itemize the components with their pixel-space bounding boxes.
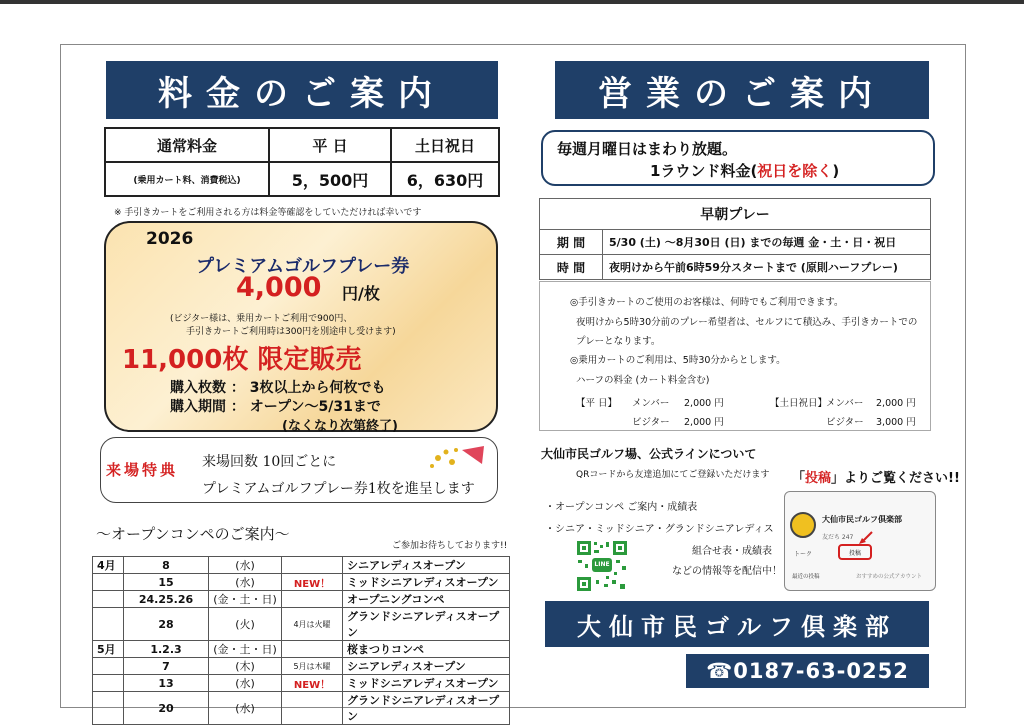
weekday-fee-label: 【平 日】 (576, 398, 618, 409)
compe-day: (水) (209, 675, 282, 692)
compe-row (93, 641, 510, 658)
compe-schedule (92, 556, 510, 725)
line-item-2: ・シニア・ミッドシニア・グランドシニアレディス (545, 524, 774, 535)
shot-friends: 友だち 247 (822, 534, 854, 541)
compe-day: (火) (209, 608, 282, 641)
line-sub: QRコードから友達追加にてご登録いただけます (576, 470, 770, 480)
info-line-4: ◎乗用カートのご利用は、5時30分からとします。 (570, 355, 786, 366)
info-line-2: 夜明けから5時30分前のプレー希望者は、セルフにて積込み、手引きカートでの (576, 317, 918, 328)
shot-account-name: 大仙市民ゴルフ倶楽部 (822, 515, 902, 524)
weekday-price: 5，500円 (269, 162, 391, 196)
weekend-price: 6，630円 (391, 162, 499, 196)
weekend-fee-label: 【土日祝日】 (770, 398, 828, 409)
club-name: 大仙市民ゴルフ倶楽部 (577, 612, 897, 641)
club-name-banner (545, 601, 929, 647)
compe-row (93, 591, 510, 608)
weekday-member-fee: 2,000 円 (684, 398, 724, 409)
compe-badge (282, 641, 343, 658)
compe-month (93, 658, 124, 675)
period-value: 5/30 (土) ～8月30日 (日) までの毎週 金・土・日・祝日 (603, 230, 931, 255)
compe-row (93, 574, 510, 591)
premium-year: 2026 (146, 229, 194, 249)
compe-name: シニアレディスオープン (343, 658, 510, 675)
post-guide-open: 「 (792, 471, 806, 486)
weekday-member-label: メンバー (632, 398, 670, 409)
confetti-icon (426, 444, 486, 474)
compe-date: 1.2.3 (124, 641, 209, 658)
compe-month (93, 675, 124, 692)
fees-header-text: 料金のご案内 (158, 73, 446, 114)
business-header (555, 61, 929, 119)
monday-line-1: 毎週月曜日はまわり放題。 (557, 140, 738, 158)
limited-sale: 11,000枚 限定販売 (122, 345, 362, 375)
compe-month: 5月 (93, 641, 124, 658)
price-table (104, 127, 500, 197)
buy-count: 購入枚数 ： 3枚以上から何枚でも (170, 380, 386, 396)
compe-name: グランドシニアレディスオープン (343, 608, 510, 641)
line-qr-code[interactable] (576, 540, 628, 592)
regular-fee-sub: (乗用カート料、消費税込) (105, 162, 269, 196)
premium-title: プレミアムゴルフプレー券 (196, 256, 410, 277)
fees-header (106, 61, 498, 119)
monday-line-2 (650, 160, 839, 181)
post-guide-rest: 」よりご覧ください!! (831, 471, 960, 486)
compe-name: ミッドシニアレディスオープン (343, 675, 510, 692)
compe-name: 桜まつりコンペ (343, 641, 510, 658)
visit-bonus-line-1: 来場回数 10回ごとに (202, 454, 337, 470)
compe-name: グランドシニアレディスオープン (343, 692, 510, 725)
compe-badge: NEW！ (282, 675, 343, 692)
shot-recent-posts: 最近の投稿 (792, 574, 820, 580)
compe-row (93, 692, 510, 725)
visit-bonus-line-2: プレミアムゴルフプレー券1枚を進呈します (202, 481, 475, 497)
compe-welcome: ご参加お待ちしております!! (392, 541, 508, 551)
phone-number: ☎0187-63-0252 (706, 659, 909, 683)
line-item-1: ・オープンコンペ ご案内・成績表 (545, 502, 698, 513)
compe-badge (282, 557, 343, 574)
period-label: 期 間 (540, 230, 603, 255)
compe-day: (木) (209, 658, 282, 675)
premium-price: 4,000 (236, 272, 322, 303)
weekend-visitor-fee: 3,000 円 (876, 417, 916, 428)
compe-badge: NEW！ (282, 574, 343, 591)
weekday-label: 平 日 (269, 128, 391, 162)
compe-month (93, 574, 124, 591)
weekday-visitor-fee: 2,000 円 (684, 417, 724, 428)
info-line-3: プレーとなります。 (576, 336, 661, 347)
fee-note: ※ 手引きカートをご利用される方は料金等確認をしていただければ幸いです (114, 208, 422, 218)
scan-top-edge (0, 0, 1024, 4)
compe-day: (金・土・日) (209, 641, 282, 658)
line-title: 大仙市民ゴルフ場、公式ラインについて (541, 447, 757, 461)
monday-holiday-note: 祝日を除く (757, 162, 833, 180)
post-guide (792, 467, 960, 486)
compe-row (93, 557, 510, 574)
compe-name: オープニングコンペ (343, 591, 510, 608)
compe-date: 8 (124, 557, 209, 574)
compe-date: 15 (124, 574, 209, 591)
compe-month: 4月 (93, 557, 124, 574)
regular-fee-label: 通常料金 (105, 128, 269, 162)
compe-date: 24.25.26 (124, 591, 209, 608)
premium-price-unit: 円/枚 (342, 284, 380, 303)
compe-name: ミッドシニアレディスオープン (343, 574, 510, 591)
early-play-title: 早朝プレー (540, 199, 931, 230)
compe-date: 13 (124, 675, 209, 692)
compe-month (93, 692, 124, 725)
weekend-member-label: メンバー (826, 398, 864, 409)
compe-date: 28 (124, 608, 209, 641)
line-item-3: 組合せ表・成績表 (692, 546, 772, 557)
time-value: 夜明けから午前6時59分スタートまで (原則ハーフプレー) (603, 255, 931, 280)
shot-talk-tab[interactable]: トーク (794, 551, 813, 558)
monday-line-2c: ) (832, 162, 840, 180)
compe-title: ～オープンコンペのご案内～ (96, 525, 290, 543)
time-label: 時 間 (540, 255, 603, 280)
compe-badge: 4月は火曜 (282, 608, 343, 641)
premium-note-1: (ビジター様は、乗用カートご利用で900円、 (170, 314, 353, 324)
compe-row (93, 675, 510, 692)
half-fee-title: ハーフの料金 (カート料金含む) (576, 375, 710, 386)
line-qr-label: LINE (594, 561, 610, 568)
premium-note-2: 手引きカートご利用時は300円を別途申し受けます) (186, 327, 396, 337)
compe-day: (水) (209, 557, 282, 574)
buy-period: 購入期間 ： オープン～5/31まで (170, 399, 381, 415)
visit-bonus-label: 来場特典 (106, 461, 179, 479)
weekend-label: 土日祝日 (391, 128, 499, 162)
pointer-arrow-icon (858, 530, 874, 544)
line-item-4: などの情報等を配信中！ (672, 566, 782, 577)
shot-recommend: おすすめの公式アカウント (856, 574, 923, 580)
phone-banner (686, 654, 929, 688)
compe-day: (金・土・日) (209, 591, 282, 608)
info-line-1: ◎手引きカートのご使用のお客様は、何時でもご利用できます。 (570, 297, 844, 308)
business-header-text: 営業のご案内 (598, 73, 886, 114)
weekday-visitor-label: ビジター (632, 417, 670, 428)
compe-row (93, 608, 510, 641)
weekend-member-fee: 2,000 円 (876, 398, 916, 409)
compe-badge (282, 591, 343, 608)
compe-name: シニアレディスオープン (343, 557, 510, 574)
compe-badge: 5月は木曜 (282, 658, 343, 675)
early-play-table (539, 198, 931, 280)
compe-day: (水) (209, 692, 282, 725)
compe-day: (水) (209, 574, 282, 591)
compe-month (93, 591, 124, 608)
compe-date: 20 (124, 692, 209, 725)
post-guide-keyword: 投稿 (805, 471, 832, 486)
compe-badge (282, 692, 343, 725)
compe-date: 7 (124, 658, 209, 675)
shot-post-tab[interactable]: 投稿 (838, 544, 872, 560)
monday-line-2a: 1ラウンド料金( (650, 162, 758, 180)
club-logo-icon (790, 512, 816, 538)
compe-row (93, 658, 510, 675)
buy-end: (なくなり次第終了) (282, 419, 398, 434)
compe-month (93, 608, 124, 641)
weekend-visitor-label: ビジター (826, 417, 864, 428)
